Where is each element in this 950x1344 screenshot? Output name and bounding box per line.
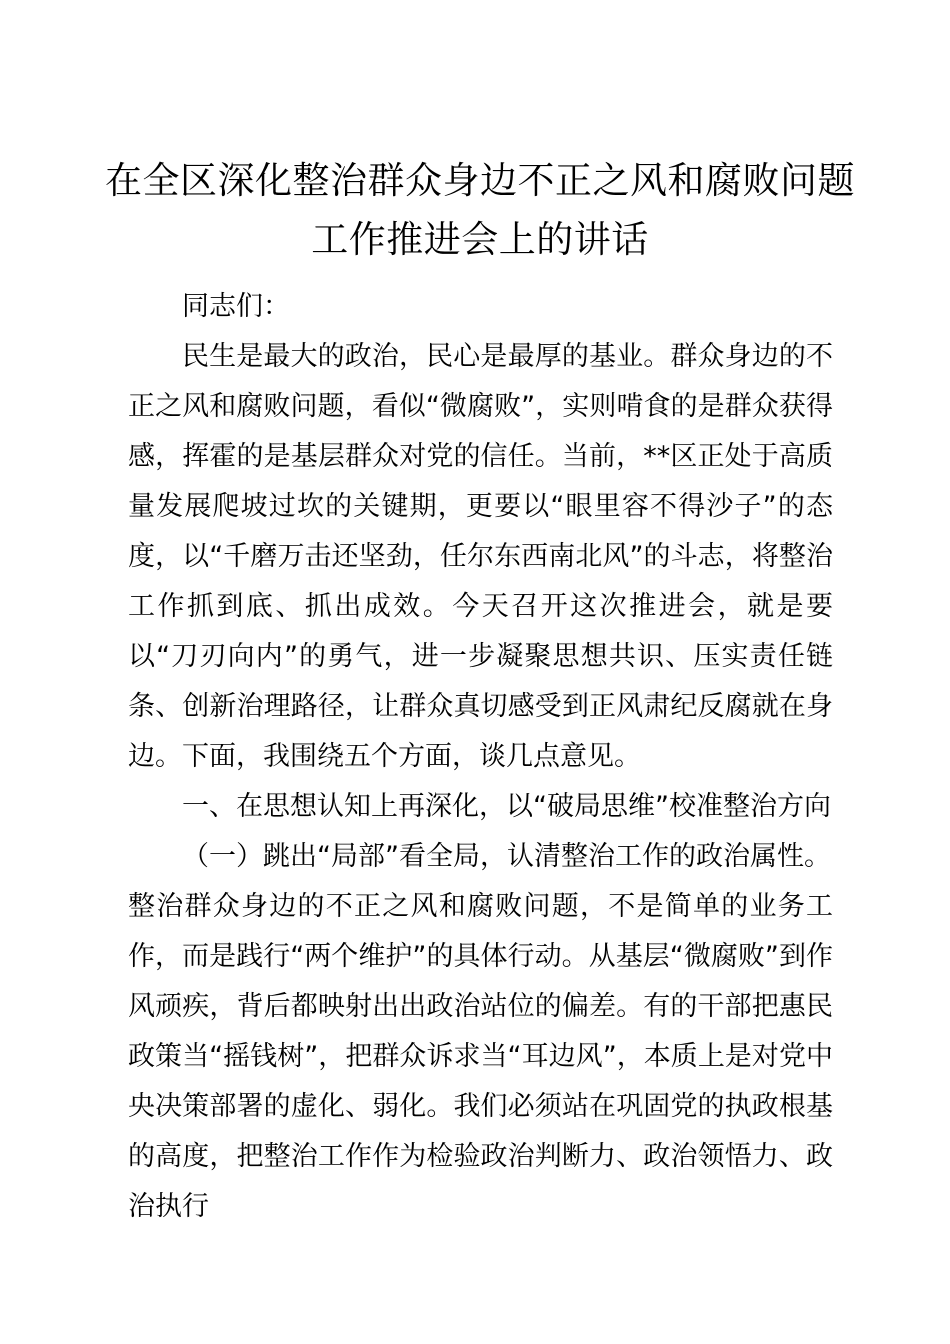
section-heading: 一、在思想认知上再深化，以“破局思维”校准整治方向 xyxy=(182,791,831,822)
body-paragraph: 整治群众身边的不正之风和腐败问题，不是简单的业务工作，而是践行“两个维护”的具体行动。从基层“微腐败”到作风顽疾，背后都映射出出政治站位的偏差。有的干部把惠民政策当“摇钱树”，把群众诉求当“耳边风”，本质上是对党中央决策部署的虚化、弱化。我们必须站在巩固党的执政根基的高度，把整治工作作为检验政治判断力、政治领悟力、政治执行 xyxy=(128,891,833,1222)
body-paragraph: 民生是最大的政治，民心是最厚的基业。群众身边的不正之风和腐败问题，看似“微腐败”，实则啃食的是群众获得感，挥霍的是基层群众对党的信任。当前，**区正处于高质量发展爬坡过坎的关键期，更要以“眼里容不得沙子”的态度，以“千磨万击还坚劲，任尔东西南北风”的斗志，将整治工作抓到底、抓出成效。今天召开这次推进会，就是要以“刀刃向内”的勇气，进一步凝聚思想共识、压实责任链条、创新治理路径，让群众真切感受到正风肃纪反腐就在身边。下面，我围绕五个方面，谈几点意见。 xyxy=(128,341,833,772)
document-body xyxy=(128,282,833,1232)
document-title-line-1: 在全区深化整治群众身边不正之风和腐败问题 xyxy=(105,159,855,202)
document-title-line-2: 工作推进会上的讲话 xyxy=(311,218,649,261)
section-subheading: （一）跳出“局部”看全局，认清整治工作的政治属性。 xyxy=(182,841,831,872)
salutation: 同志们： xyxy=(182,291,290,322)
